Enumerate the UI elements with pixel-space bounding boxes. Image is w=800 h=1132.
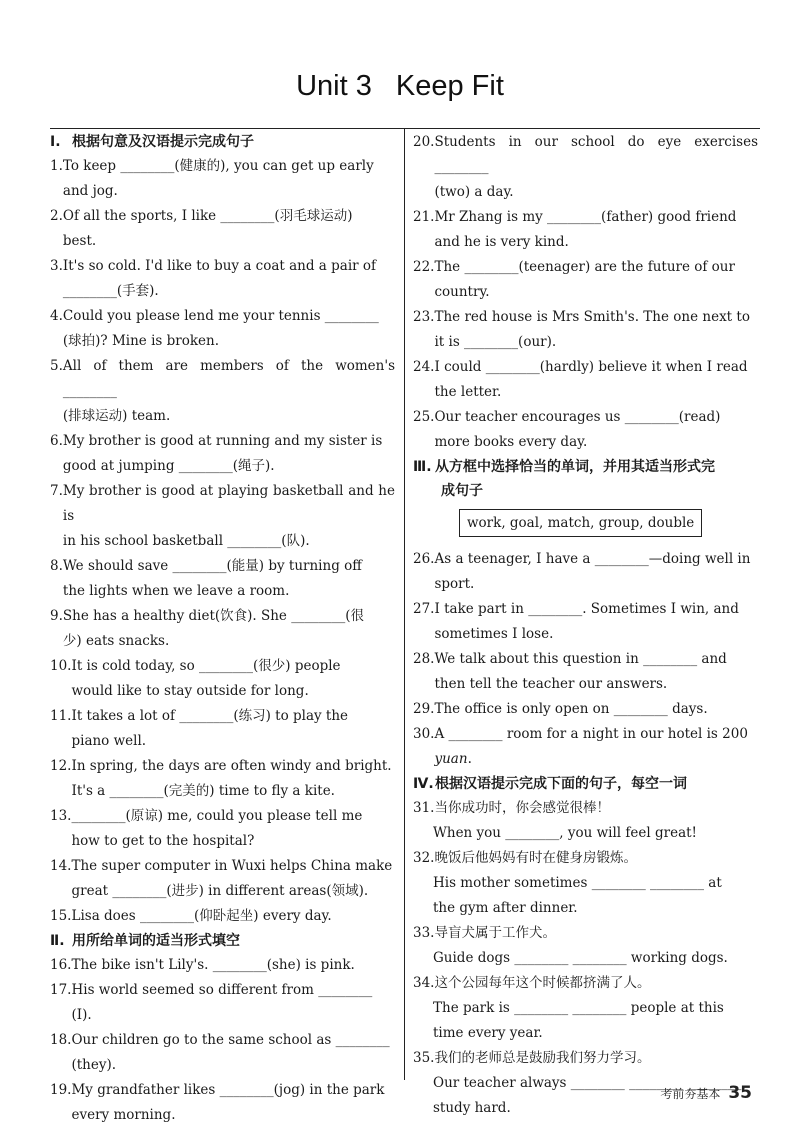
question-4: 4. Could you please lend me your tennis ________ (球拍)? Mine is broken. <box>50 308 379 349</box>
question-13: 13. ________(原谅) me, could you please tell me how to get to the hospital? <box>50 808 363 849</box>
question-33: 33. 导盲犬属于工作犬。 <box>413 925 556 941</box>
page-title <box>0 70 800 103</box>
column-divider <box>404 128 405 1080</box>
question-11: 11. It takes a lot of ________(练习) to play the piano well. <box>50 708 349 749</box>
question-18: 18. Our children go to the same school as ________ (they). <box>50 1032 390 1073</box>
question-23: 23. The red house is Mrs Smith's. The one next to it is ________(our). <box>413 309 750 350</box>
question-15: 15. Lisa does ________(仰卧起坐) every day. <box>50 908 332 924</box>
question-3: 3. It's so cold. I'd like to buy a coat and a pair of ________(手套). <box>50 258 377 299</box>
question-20: 20. Students in our school do eye exercises ________ (two) a day. <box>413 134 758 200</box>
question-33-answer-line: Guide dogs ________ ________ working dogs. <box>433 950 728 966</box>
section-2-heading: Ⅱ. 用所给单词的适当形式填空 <box>50 933 240 949</box>
question-31: 31. 当你成功时，你会感觉很棒！ <box>413 800 610 816</box>
question-35-answer-line: Our teacher always ________ ________ ________ study hard. <box>433 1075 742 1116</box>
question-8: 8. We should save ________(能量) by turning off the lights when we leave a room. <box>50 558 362 599</box>
question-32: 32. 晚饭后他妈妈有时在健身房锻炼。 <box>413 850 637 866</box>
question-6: 6. My brother is good at running and my sister is good at jumping ________(绳子). <box>50 433 383 474</box>
question-16: 16. The bike isn't Lily's. ________(she) is pink. <box>50 957 355 973</box>
question-12: 12. In spring, the days are often windy and bright. It's a ________(完美的) time to fly a kite. <box>50 758 392 799</box>
top-rule <box>50 128 760 129</box>
question-29: 29. The office is only open on ________ days. <box>413 701 708 717</box>
right-column <box>413 130 758 1121</box>
page-number: 35 <box>728 1083 752 1103</box>
question-25: 25. Our teacher encourages us ________(read) more books every day. <box>413 409 721 450</box>
question-22: 22. The ________(teenager) are the future of our country. <box>413 259 735 300</box>
question-2: 2. Of all the sports, I like ________(羽毛球运动) best. <box>50 208 353 249</box>
question-1: 1. To keep ________(健康的), you can get up early and jog. <box>50 158 374 199</box>
word-box: work, goal, match, group, double <box>459 509 702 537</box>
page-footer <box>660 1083 752 1103</box>
unit-name: Keep Fit <box>395 70 504 102</box>
section-3-heading: Ⅲ. 从方框中选择恰当的单词，并用其适当形式完 成句子 <box>413 459 715 499</box>
left-column <box>50 130 395 1128</box>
question-14: 14. The super computer in Wuxi helps China make great ________(进步) in different areas(领域). <box>50 858 393 899</box>
unit-label: Unit 3 <box>296 70 372 102</box>
question-7: 7. My brother is good at playing basketball and he is in his school basketball ________(队). <box>50 483 395 549</box>
question-9: 9. She has a healthy diet(饮食). She ________(很 少) eats snacks. <box>50 608 364 649</box>
question-10: 10. It is cold today, so ________(很少) people would like to stay outside for long. <box>50 658 341 699</box>
question-32-answer-line: His mother sometimes ________ ________ at the gym after dinner. <box>433 875 722 916</box>
question-28: 28. We talk about this question in ________ and then tell the teacher our answers. <box>413 651 727 692</box>
question-21: 21. Mr Zhang is my ________(father) good friend and he is very kind. <box>413 209 737 250</box>
question-17: 17. His world seemed so different from ________ (I). <box>50 982 373 1023</box>
question-27: 27. I take part in ________. Sometimes I win, and sometimes I lose. <box>413 601 739 642</box>
question-34: 34. 这个公园每年这个时候都挤满了人。 <box>413 975 651 991</box>
section-1-heading: Ⅰ. 根据句意及汉语提示完成句子 <box>50 134 254 150</box>
book-name: 考前夯基本 <box>660 1087 721 1101</box>
question-35: 35. 我们的老师总是鼓励我们努力学习。 <box>413 1050 651 1066</box>
question-30: 30. A ________ room for a night in our hotel is 200 yuan. <box>413 726 748 767</box>
question-31-answer-line: When you ________, you will feel great! <box>433 825 697 841</box>
question-34-answer-line: The park is ________ ________ people at this time every year. <box>433 1000 724 1041</box>
question-19: 19. My grandfather likes ________(jog) in the park every morning. <box>50 1082 385 1123</box>
question-5: 5. All of them are members of the women's ________ (排球运动) team. <box>50 358 395 424</box>
question-24: 24. I could ________(hardly) believe it when I read the letter. <box>413 359 748 400</box>
section-4-heading: Ⅳ.根据汉语提示完成下面的句子，每空一词 <box>413 776 687 792</box>
question-26: 26. As a teenager, I have a ________—doing well in sport. <box>413 551 751 592</box>
